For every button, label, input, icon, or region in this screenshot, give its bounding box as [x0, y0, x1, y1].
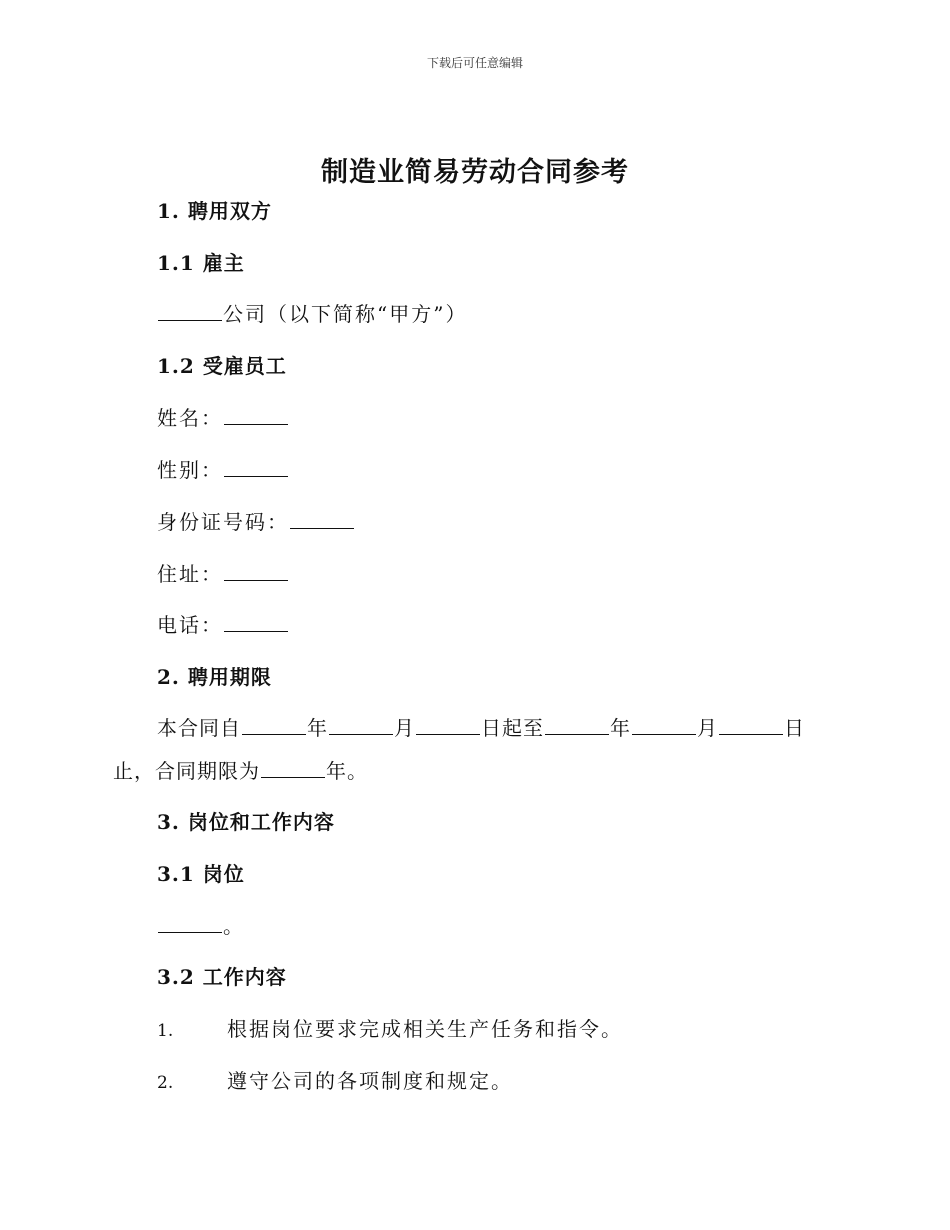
term-line-1 [157, 714, 805, 742]
employer-text: 公司（以下简称“甲方”） [223, 302, 468, 326]
end-month-blank[interactable] [632, 714, 696, 735]
field-gender-blank[interactable] [224, 456, 288, 477]
start-month-blank[interactable] [329, 714, 393, 735]
section-1-heading: 1. 聘用双方 [157, 199, 272, 223]
field-name-blank[interactable] [224, 404, 288, 425]
section-3-2-heading: 3.2 工作内容 [157, 965, 287, 989]
section-2-heading: 2. 聘用期限 [157, 665, 272, 689]
term-day-start-label: 日起至 [481, 716, 544, 740]
field-address-label: 住址： [157, 562, 223, 586]
list-item-number: 2. [157, 1073, 174, 1093]
field-address-blank[interactable] [224, 560, 288, 581]
section-1-1-heading: 1.1 雇主 [157, 251, 245, 275]
section-3-heading: 3. 岗位和工作内容 [157, 810, 335, 834]
field-phone-blank[interactable] [224, 611, 288, 632]
term-line-2 [113, 757, 368, 785]
end-day-blank[interactable] [719, 714, 783, 735]
field-name [157, 404, 289, 432]
employer-name-blank[interactable] [158, 300, 222, 321]
term-line-2-suffix: 年。 [326, 759, 368, 783]
field-id-number-label: 身份证号码： [157, 510, 289, 534]
list-item-number: 1. [157, 1021, 174, 1041]
end-year-blank[interactable] [545, 714, 609, 735]
start-day-blank[interactable] [416, 714, 480, 735]
position-line [157, 912, 245, 940]
field-address [157, 560, 289, 588]
field-id-number [157, 508, 355, 536]
employer-line [157, 300, 467, 328]
start-year-blank[interactable] [242, 714, 306, 735]
page-header-note: 下载后可任意编辑 [426, 56, 523, 70]
field-id-number-blank[interactable] [290, 508, 354, 529]
position-blank[interactable] [158, 912, 222, 933]
term-day-end-label: 日 [784, 716, 805, 740]
term-line-2-prefix: 止，合同期限为 [113, 759, 260, 783]
field-phone [157, 611, 289, 639]
list-item-text: 遵守公司的各项制度和规定。 [227, 1069, 513, 1093]
field-name-label: 姓名： [157, 406, 223, 430]
term-year-label: 年 [307, 716, 328, 740]
position-suffix: 。 [223, 914, 245, 938]
field-gender [157, 456, 289, 484]
term-year2-label: 年 [610, 716, 631, 740]
term-month2-label: 月 [697, 716, 718, 740]
term-prefix: 本合同自 [157, 716, 241, 740]
section-1-2-heading: 1.2 受雇员工 [157, 354, 287, 378]
document-title: 制造业简易劳动合同参考 [321, 157, 629, 188]
term-month-label: 月 [394, 716, 415, 740]
field-gender-label: 性别： [157, 458, 223, 482]
list-item [157, 1067, 513, 1097]
list-item-text: 根据岗位要求完成相关生产任务和指令。 [227, 1017, 623, 1041]
field-phone-label: 电话： [157, 613, 223, 637]
term-duration-blank[interactable] [261, 757, 325, 778]
list-item [157, 1015, 623, 1045]
section-3-1-heading: 3.1 岗位 [157, 862, 245, 886]
